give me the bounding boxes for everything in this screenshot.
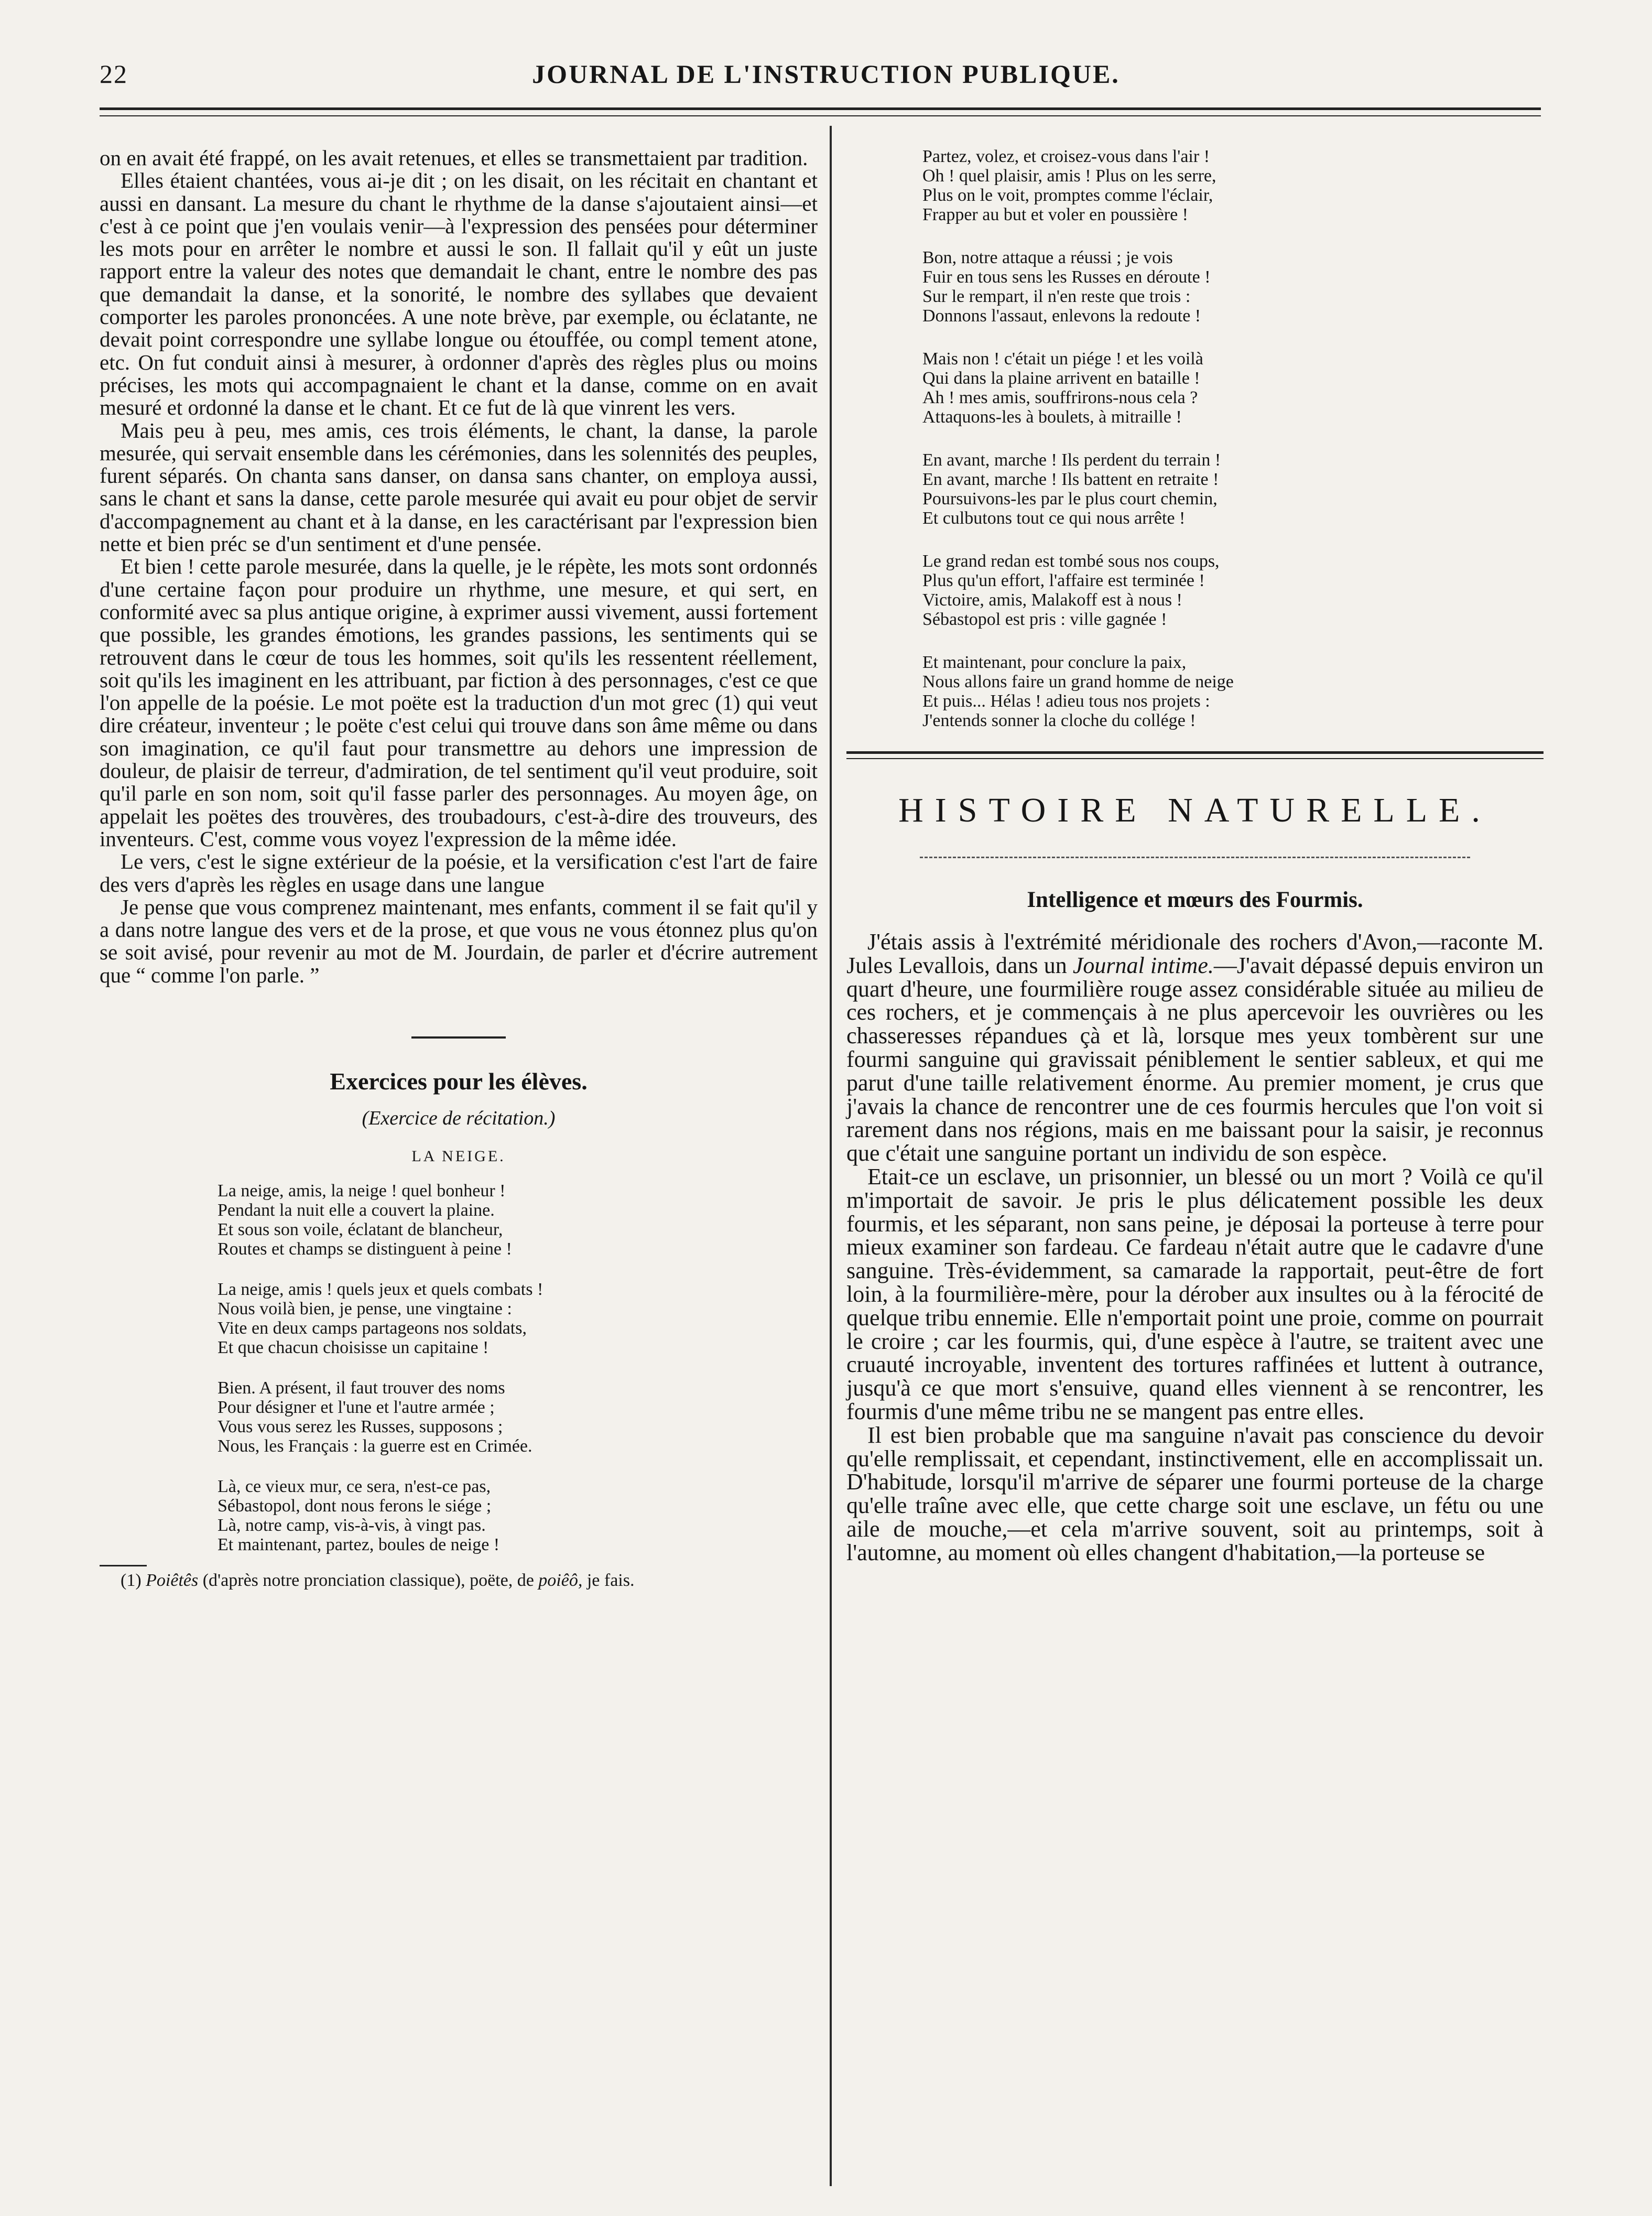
poem-line: En avant, marche ! Ils perdent du terrain ! [922,450,1221,470]
poem-line: La neige, amis ! quels jeux et quels combats ! [218,1279,544,1299]
poem-title: LA NEIGE. [411,1147,506,1165]
poem-la-neige-part1 [100,1181,818,1554]
left-column [100,147,818,1591]
right-column [846,147,1544,1565]
poem-la-neige-part2 [846,147,1544,730]
poem-line: Sébastopol, dont nous ferons le siége ; [218,1496,492,1516]
poem-stanza [922,147,1544,224]
poem-line: Plus on le voit, promptes comme l'éclair, [922,186,1213,205]
poem-line: Mais non ! c'était un piége ! et les voilà [922,349,1203,369]
exercise-title: Exercices pour les élèves. [330,1067,588,1095]
poem-line: Fuir en tous sens les Russes en déroute ! [922,267,1211,287]
poem-stanza [922,248,1544,326]
poem-line: Ah ! mes amis, souffrirons-nous cela ? [922,388,1198,407]
article-text [846,931,1544,1565]
exercise-subtitle: (Exercice de récitation.) [362,1107,556,1129]
essay-paragraph: Je pense que vous comprenez maintenant, mes enfants, comment il se fait qu'il y a dans notre langue des vers et de la prose, et que vous ne vous étonnez plus qu'on se soit avisé, pour revenir au mot de M. Jourdain, de parler et d'écrire autrement que “ comme l'on parle. ” [100,894,818,987]
page-number: 22 [100,59,128,89]
poem-line: Et puis... Hélas ! adieu tous nos projets : [922,691,1210,711]
article-paragraph: Etait-ce un esclave, un prisonnier, un blessé ou un mort ? Voilà ce qu'il m'importait de savoir. Je pris le plus délicatement possible les deux fourmis, et les séparant, non sans peine, je déposai la porteuse à terre pour mieux examiner son fardeau. Ce fardeau n'était autre que le cadavre d'une sanguine. Très-évidemment, sa camarade la rapportait, peut-être de fort loin, à la fourmilière-mère, pour la dérober aux insultes ou à la férocité de quelque tribu ennemie. Elle n'emportait point une proie, comme on pourrait le croire ; car les fourmis, qui, d'une espèce à l'autre, se traitent avec une cruauté incroyable, inventent des tortures raffinées et luttent à outrance, jusqu'à ce que mort s'ensuive, quand elles viennent à se rencontrer, les fourmis d'une même tribu ne se mangent pas entre elles. [846,1163,1544,1424]
poem-line: Bon, notre attaque a réussi ; je vois [922,248,1173,267]
column-divider [830,126,832,2186]
poem-line: Et maintenant, pour conclure la paix, [922,653,1187,672]
poem-line: Le grand redan est tombé sous nos coups, [922,552,1220,571]
article-title: Intelligence et mœurs des Fourmis. [1027,888,1363,912]
poem-line: Vite en deux camps partageons nos soldats, [218,1318,527,1338]
poem-stanza [922,349,1544,427]
poem-stanza [922,653,1544,730]
article-paragraph: Il est bien probable que ma sanguine n'avait pas conscience du devoir qu'elle remplissait, et cependant, instinctivement, elle en accomplissait un. D'habitude, lorsqu'il m'arrive de séparer une fourmi porteuse de la charge qu'elle traîne avec elle, que cette charge soit une esclave, un fétu ou une aile de mouche,—et cela m'arrive souvent, soit au printemps, soit à l'automne, au moment où elles changent d'habitation,—la porteuse se [846,1422,1544,1565]
article-title-reference: Journal intime. [1072,952,1214,978]
footnote-word: poiêô, [538,1570,583,1590]
poem-line: Là, ce vieux mur, ce sera, n'est-ce pas, [218,1476,491,1496]
footnote-word: Poiêtês [146,1570,199,1590]
poem-line: Pendant la nuit elle a couvert la plaine. [218,1200,495,1220]
poem-line: Qui dans la plaine arrivent en bataille ! [922,369,1200,388]
poem-stanza [218,1181,818,1259]
poem-line: Routes et champs se distinguent à peine ! [218,1239,512,1259]
poem-line: Et maintenant, partez, boules de neige ! [218,1534,500,1554]
poem-stanza [218,1477,818,1554]
poem-stanza [922,450,1544,528]
footnote-text: (d'après notre pronciation classique), poëte, de [202,1570,534,1590]
article-text-run: J'étais assis à l'extrémité méridionale des rochers d'Avon,—raconte M. Jules Levallois, dans un [846,929,1544,978]
poem-line: Attaquons-les à boulets, à mitraille ! [922,407,1182,427]
poem-line: Et que chacun choisisse un capitaine ! [218,1337,489,1357]
running-title: JOURNAL DE L'INSTRUCTION PUBLIQUE. [532,59,1120,89]
poem-line: Sur le rempart, il n'en reste que trois : [922,287,1191,306]
poem-line: Donnons l'assaut, enlevons la redoute ! [922,306,1201,326]
article-text-run: —J'avait dépassé depuis environ un quart d'heure, une fourmilière rouge assez considérable située au milieu de ces rochers, et je commençais à ne plus apercevoir les ouvrières ou les chasseresses répandues çà et là, lorsque mes yeux tombèrent sur une fourmi sanguine qui gravissait péniblement le sentier sableux, et qui me parut d'une taille relativement énorme. Au premier moment, je crus que j'avais la chance de rencontrer une de ces fourmis hercules que l'on voit si rarement dans nos régions, mais en me baissant pour la saisir, je reconnus que c'était une sanguine portant un individu de son espèce. [846,952,1544,1166]
poem-stanza [218,1280,818,1357]
poem-line: Nous voilà bien, je pense, une vingtaine : [218,1299,512,1318]
essay-text [100,147,818,987]
poem-line: La neige, amis, la neige ! quel bonheur ! [218,1181,506,1201]
poem-line: Nous, les Français : la guerre est en Crimée. [218,1436,532,1456]
section-heading: HISTOIRE NATURELLE. [898,791,1492,829]
poem-line: Nous allons faire un grand homme de neige [922,672,1234,691]
poem-line: Et sous son voile, éclatant de blancheur, [218,1219,503,1239]
poem-line: Vous vous serez les Russes, supposons ; [218,1417,503,1436]
essay-paragraph: Elles étaient chantées, vous ai-je dit ; on les disait, on les récitait en chantant et aussi en dansant. La mesure du chant le rhythme de la danse s'ajoutaient ainsi—et c'est à ce point que j'en voulais venir—à l'expression des pensées pour déterminer les mots pour en arrêter le nombre et aussi le son. Il fallait qu'il y eût un juste rapport entre la valeur des notes que demandait le chant, entre le nombre des pas que demandait la danse, et la sonorité, le nombre des syllabes que devaient comporter les paroles prononcées. A une note brève, par exemple, ou éclatante, ne devait point correspondre une syllabe longue ou étouffée, ou compl tement atone, etc. On fut conduit ainsi à mesurer, à ordonner d'après des règles plus ou moins précises, les mots qui accompagnaient le chant et la danse, comme on en avait mesuré et ordonné la danse et le chant. Et ce fut de là que vinrent les vers. [100,168,818,420]
essay-paragraph: Mais peu à peu, mes amis, ces trois éléments, le chant, la danse, la parole mesurée, qui servait ensemble dans les cérémonies, dans les solennités des peuples, furent séparés. On chanta sans danser, on dansa sans chanter, on employa aussi, sans le chant et sans la danse, cette parole mesurée qui avait eu pour objet de servir d'accompagnement au chant et à la danse, en les caractérisant par l'expression bien nette et bien préc se d'un sentiment et d'une pensée. [100,418,818,556]
poem-line: Plus qu'un effort, l'affaire est terminée ! [922,571,1205,590]
poem-stanza [218,1378,818,1456]
poem-line: Sébastopol est pris : ville gagnée ! [922,610,1167,629]
poem-stanza [922,552,1544,629]
footnote-marker: (1) [121,1570,142,1590]
poem-line: En avant, marche ! Ils battent en retraite ! [922,470,1219,489]
header-rule [100,107,1541,116]
poem-line: Oh ! quel plaisir, amis ! Plus on les serre, [922,166,1216,186]
article-paragraph [846,931,1544,1165]
poem-line: J'entends sonner la cloche du collége ! [922,711,1196,730]
footnote-text: je fais. [586,1570,635,1590]
essay-paragraph: Le vers, c'est le signe extérieur de la poésie, et la versification c'est l'art de faire des vers d'après les règles en usage dans une langue [100,849,818,896]
poem-line: Poursuivons-les par le plus court chemin, [922,489,1218,509]
poem-line: Victoire, amis, Malakoff est à nous ! [922,590,1182,610]
poem-line: Frapper au but et voler en poussière ! [922,205,1188,224]
poem-line: Là, notre camp, vis-à-vis, à vingt pas. [218,1515,486,1535]
section-rule [846,751,1544,759]
essay-paragraph: on en avait été frappé, on les avait retenues, et elles se transmettaient par tradition. [100,146,808,170]
essay-paragraph: Et bien ! cette parole mesurée, dans la quelle, je le répète, les mots sont ordonnés d'une certaine façon pour produire un rhythme, une mesure, et qui sert, en conformité avec sa plus antique origine, à exprimer aussi vivement, aussi fortement que possible, les grandes émotions, les grandes passions, les sentiments qui se retrouvent dans le cœur de tous les hommes, soit qu'ils les ressentent réellement, soit qu'ils les imaginent en les attribuant, par fiction à des personnages, c'est ce que l'on appelle de la poésie. Le mot poëte est la traduction d'un mot grec (1) qui veut dire créateur, inventeur ; le poëte c'est celui qui trouve dans son âme même ou dans son imagination, ce qu'il faut pour transmettre au dehors une impression de douleur, de plaisir de terreur, d'admiration, de tel sentiment qu'il veut produire, soit qu'il parle en son nom, soit qu'il fasse parler des personnages. Au moyen âge, on appelait les poëtes des trouvères, des troubadours, c'est-à-dire des trouveurs, des inventeurs. C'est, comme vous voyez l'expression de la même idée. [100,554,818,851]
poem-line: Partez, volez, et croisez-vous dans l'air ! [922,147,1210,166]
footnote [100,1571,818,1591]
poem-line: Et culbutons tout ce qui nous arrête ! [922,509,1186,528]
poem-line: Pour désigner et l'une et l'autre armée ; [218,1397,495,1417]
poem-line: Bien. A présent, il faut trouver des noms [218,1378,505,1398]
